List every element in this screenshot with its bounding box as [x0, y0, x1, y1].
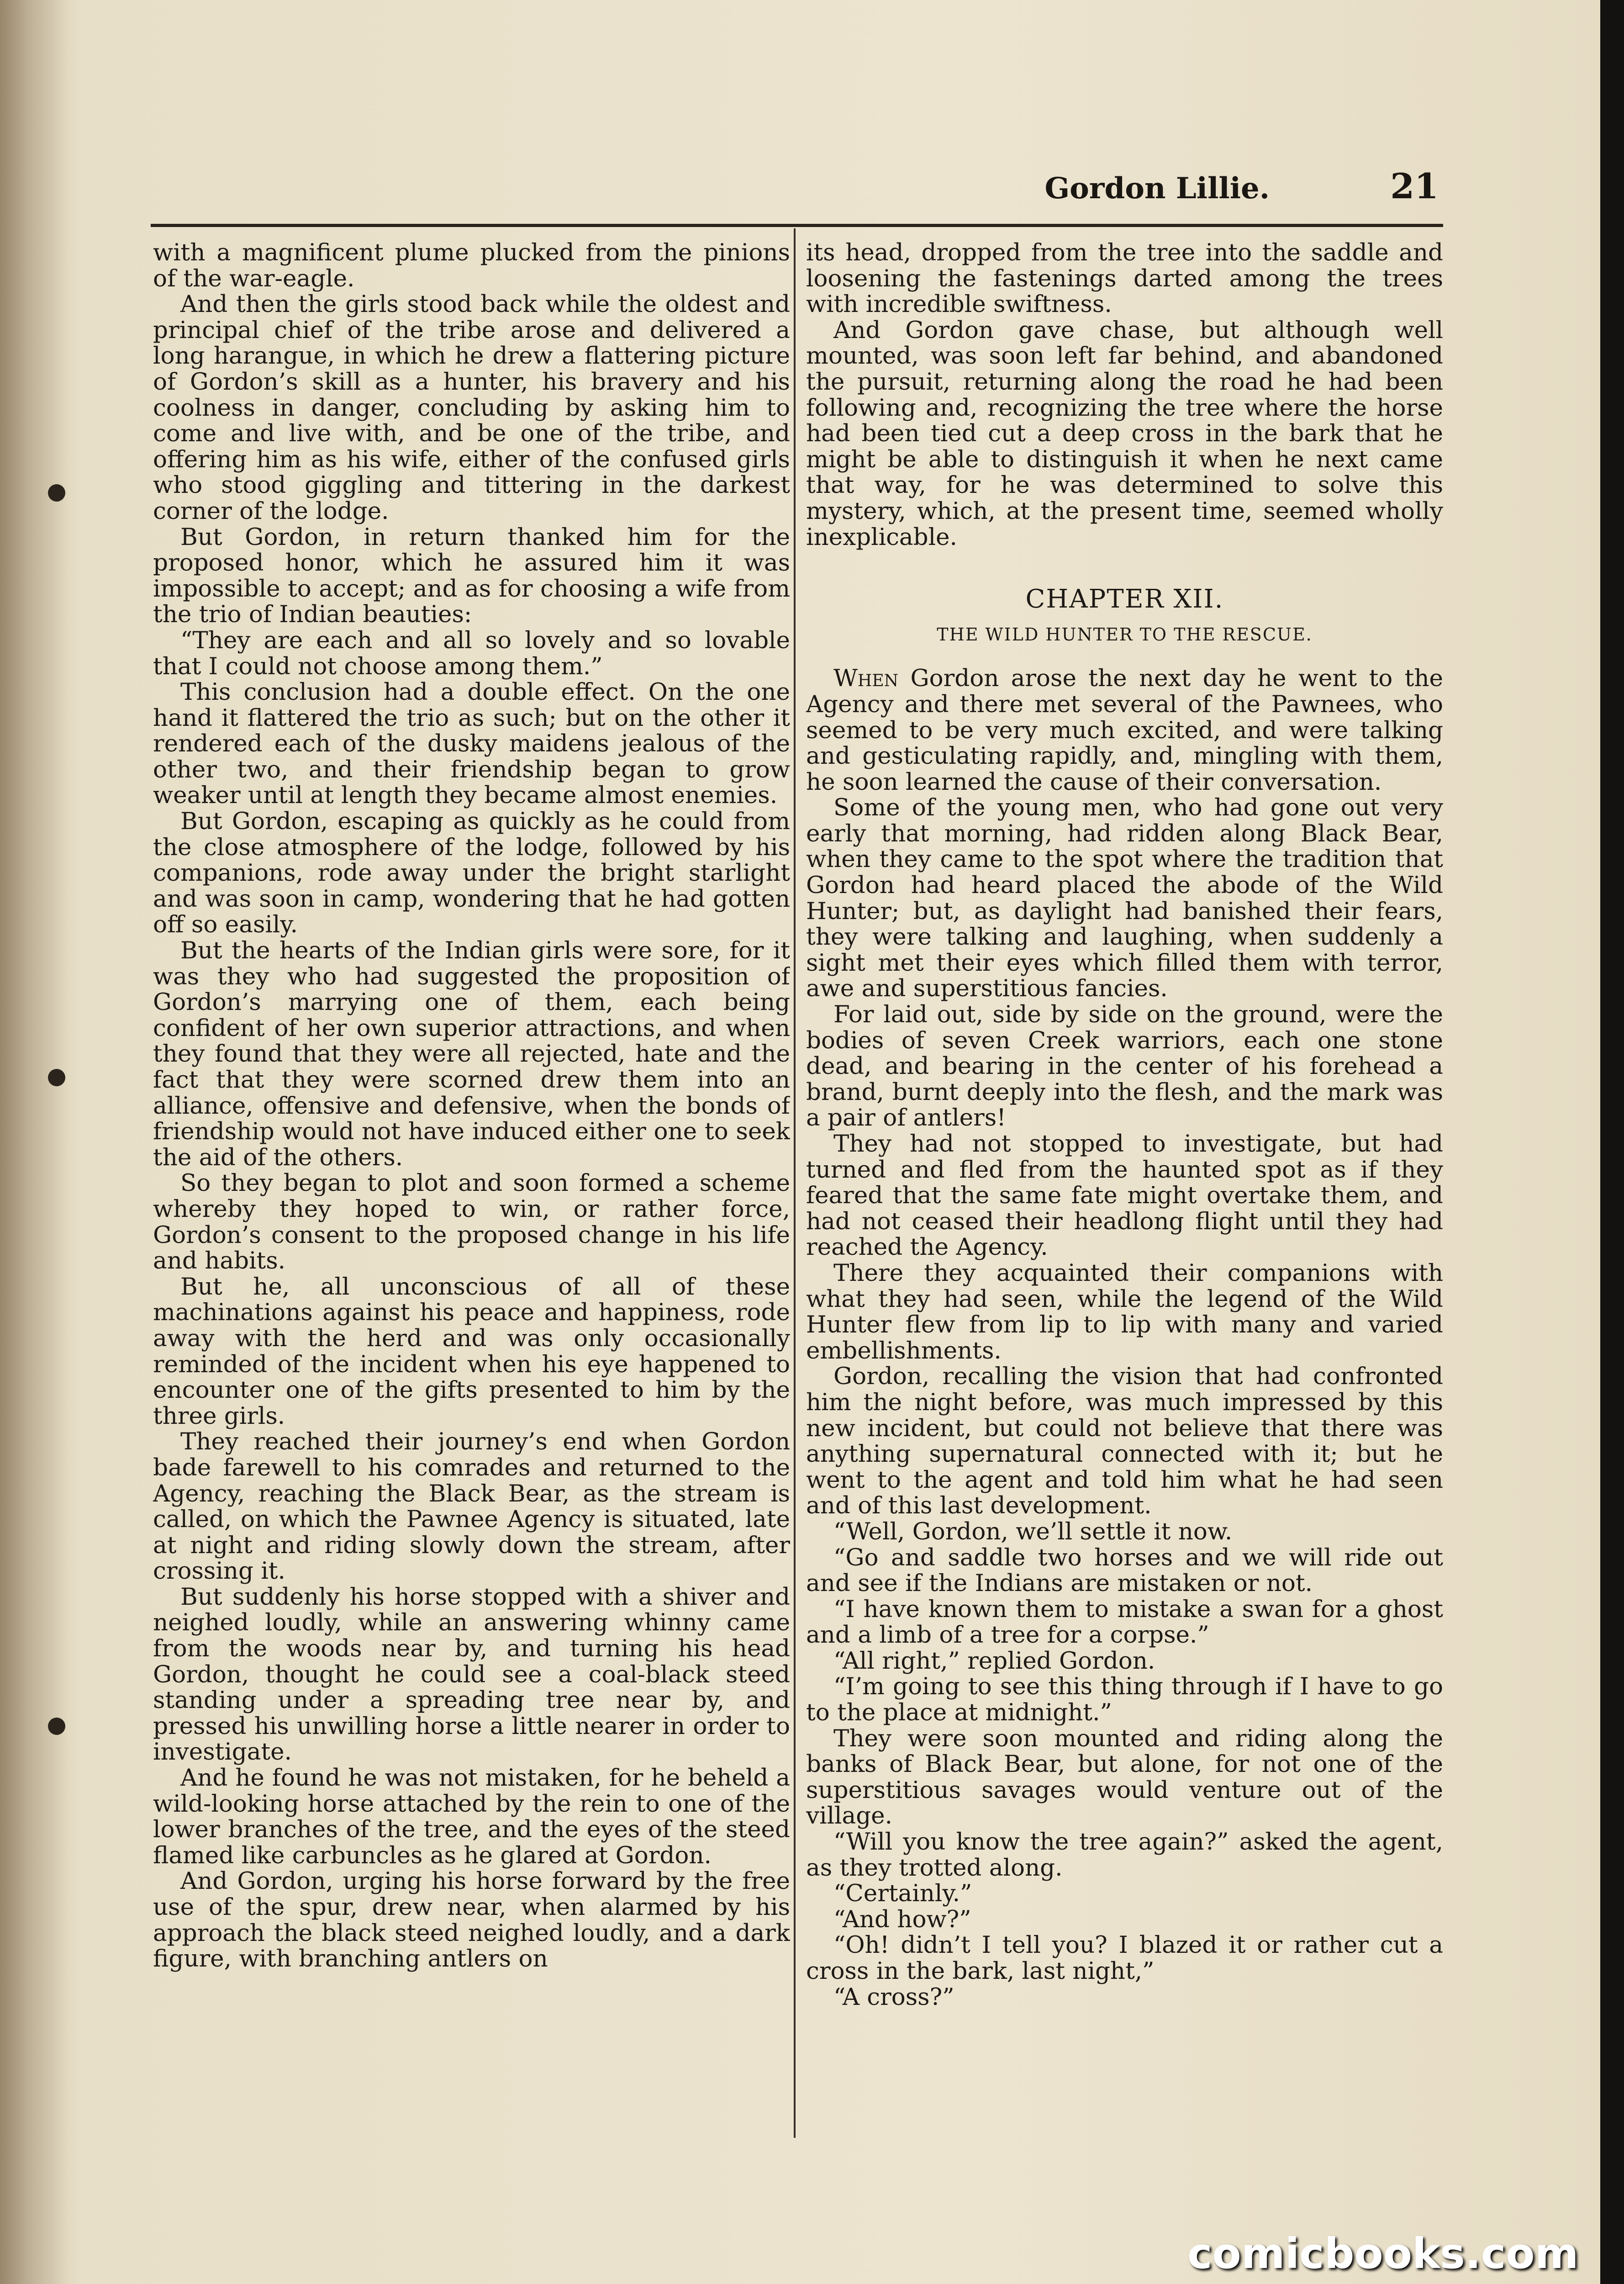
paragraph: “A cross?”: [833, 1983, 954, 2011]
paragraph: “I’m going to see this thing through if I have to go to the place at midnight.”: [806, 1673, 1443, 1727]
paragraph: But Gordon, in return thanked him for the proposed honor, which he assured him it was impossible to accept; and as for choosing a wife from the trio of Indian beauties:: [153, 523, 790, 629]
scan-border: [1600, 0, 1624, 2284]
watermark: comicbooks.com: [1187, 2229, 1579, 2278]
paragraph: They reached their journey’s end when Gordon bade farewell to his comrades and returned to the Agency, reaching the Black Bear, as the stream is called, on which the Pawnee Agency is situated, late at night and riding slowly down the stream, after crossing it.: [153, 1428, 790, 1585]
paragraph: “I have known them to mistake a swan for a ghost and a limb of a tree for a corpse.”: [806, 1595, 1443, 1649]
binding-hole: [48, 484, 65, 502]
paragraph: with a magnificent plume plucked from the pinions of the war-eagle.: [153, 240, 790, 292]
paragraph: This conclusion had a double effect. On the one hand it flattered the trio as such; but on the other it rendered each of the dusky maidens jealous of the other two, and their friendship began to grow weaker until at length they became almost enemies.: [153, 678, 790, 809]
paragraph: its head, dropped from the tree into the saddle and loosening the fastenings darted among the trees with incredible swiftness.: [806, 240, 1443, 318]
paragraph: “All right,” replied Gordon.: [833, 1647, 1155, 1675]
header-rule: [151, 224, 1443, 227]
paragraph: But suddenly his horse stopped with a shiver and neighed loudly, while an answering whinny came from the woods near by, and turning his head Gordon, thought he could see a coal-black steed standing under a spreading tree near by, and pressed his unwilling horse a little nearer in order to investigate.: [153, 1583, 790, 1766]
running-header: [151, 162, 1443, 212]
paragraph: But the hearts of the Indian girls were sore, for it was they who had suggested the proposition of Gordon’s marrying one of them, each being confident of her own superior attractions, and when they found that they were all rejected, hate and the fact that they were scorned drew them into an alliance, offensive and defensive, when the bonds of friendship would not have induced either one to seek the aid of the others.: [153, 937, 790, 1171]
paragraph: “And how?”: [833, 1905, 971, 1933]
paragraph: But he, all unconscious of all of these machinations against his peace and happiness, rode away with the herd and was only occasionally reminded of the incident when his eye happened to encounter one of the gifts presented to him by the three girls.: [153, 1273, 790, 1430]
paragraph: “Oh! didn’t I tell you? I blazed it or rather cut a cross in the bark, last night,”: [806, 1931, 1443, 1985]
chapter-opening-paragraph: [806, 666, 1443, 795]
paragraph: “They are each and all so lovely and so lovable that I could not choose among them.”: [153, 626, 790, 680]
right-column: [806, 240, 1443, 2149]
paragraph: So they began to plot and soon formed a scheme whereby they hoped to win, or rather force, Gordon’s consent to the proposed change in his life and habits.: [153, 1169, 790, 1275]
paragraph: And Gordon gave chase, but although well mounted, was soon left far behind, and abandoned the pursuit, returning along the road he had been following and, recognizing the tree where the horse had been tied cut a deep cross in the bark that he might be able to distinguish it when he next came that way, for he was determined to solve this mystery, which, at the present time, seemed wholly inexplicable.: [806, 316, 1443, 551]
binding-hole: [48, 1718, 65, 1735]
page-spine-shadow: [0, 0, 69, 2284]
chapter-subtitle: THE WILD HUNTER TO THE RESCUE.: [937, 624, 1313, 645]
left-column: [153, 240, 790, 2149]
paragraph: They had not stopped to investigate, but had turned and fled from the haunted spot as if they feared that the same fate might overtake them, and had not ceased their headlong flight until they had reached the Agency.: [806, 1130, 1443, 1261]
page-number: 21: [1390, 166, 1439, 206]
paragraph: For laid out, side by side on the ground, were the bodies of seven Creek warriors, each one stone dead, and bearing in the center of his forehead a brand, burnt deeply into the flesh, and the mark was a pair of antlers!: [806, 1001, 1443, 1132]
chapter-first-word: When: [833, 665, 899, 693]
paragraph-text: Gordon arose the next day he went to the Agency and there met several of the Pawnees, who seemed to be very much excited, and were talking and gesticulating rapidly, and, mingling with them, he soon learned the cause of their conversation.: [806, 665, 1443, 796]
paragraph: Gordon, recalling the vision that had confronted him the night before, was much impressed by this new incident, but could not believe that there was anything supernatural connected with it; but he went to the agent and told him what he had seen and of this last development.: [806, 1363, 1443, 1520]
running-title: Gordon Lillie.: [1044, 171, 1270, 206]
chapter-heading: CHAPTER XII.: [1025, 584, 1224, 614]
paragraph: And Gordon, urging his horse forward by the free use of the spur, drew near, when alarmed by his approach the black steed neighed loudly, and a dark figure, with branching antlers on: [153, 1867, 790, 1973]
paragraph: And he found he was not mistaken, for he beheld a wild-looking horse attached by the rein to one of the lower branches of the tree, and the eyes of the steed flamed like carbuncles as he glared at Gordon.: [153, 1764, 790, 1869]
paragraph: But Gordon, escaping as quickly as he could from the close atmosphere of the lodge, followed by his companions, rode away under the bright starlight and was soon in camp, wondering that he had gotten off so easily.: [153, 808, 790, 939]
paragraph: Some of the young men, who had gone out very early that morning, had ridden along Black Bear, when they came to the spot where the tradition that Gordon had heard placed the abode of the Wild Hunter; but, as daylight had banished their fears, they were talking and laughing, when suddenly a sight met their eyes which filled them with terror, awe and superstitious fancies.: [806, 794, 1443, 1003]
paragraph: “Certainly.”: [833, 1880, 972, 1908]
paragraph: There they acquainted their companions with what they had seen, while the legend of the Wild Hunter flew from lip to lip with many and varied embellishments.: [806, 1259, 1443, 1364]
paragraph: “Well, Gordon, we’ll settle it now.: [833, 1517, 1233, 1545]
paragraph: “Will you know the tree again?” asked the agent, as they trotted along.: [806, 1828, 1443, 1882]
paragraph: And then the girls stood back while the oldest and principal chief of the tribe arose and delivered a long harangue, in which he drew a flattering picture of Gordon’s skill as a hunter, his bravery and his coolness in danger, concluding by asking him to come and live with, and be one of the tribe, and offering him as his wife, either of the confused girls who stood giggling and tittering in the darkest corner of the lodge.: [153, 291, 790, 525]
column-divider: [794, 228, 796, 2138]
paragraph: They were soon mounted and riding along the banks of Black Bear, but alone, for not one of the superstitious savages would venture out of the village.: [806, 1724, 1443, 1830]
binding-hole: [48, 1069, 65, 1086]
paragraph: “Go and saddle two horses and we will ride out and see if the Indians are mistaken or not.: [806, 1544, 1443, 1597]
